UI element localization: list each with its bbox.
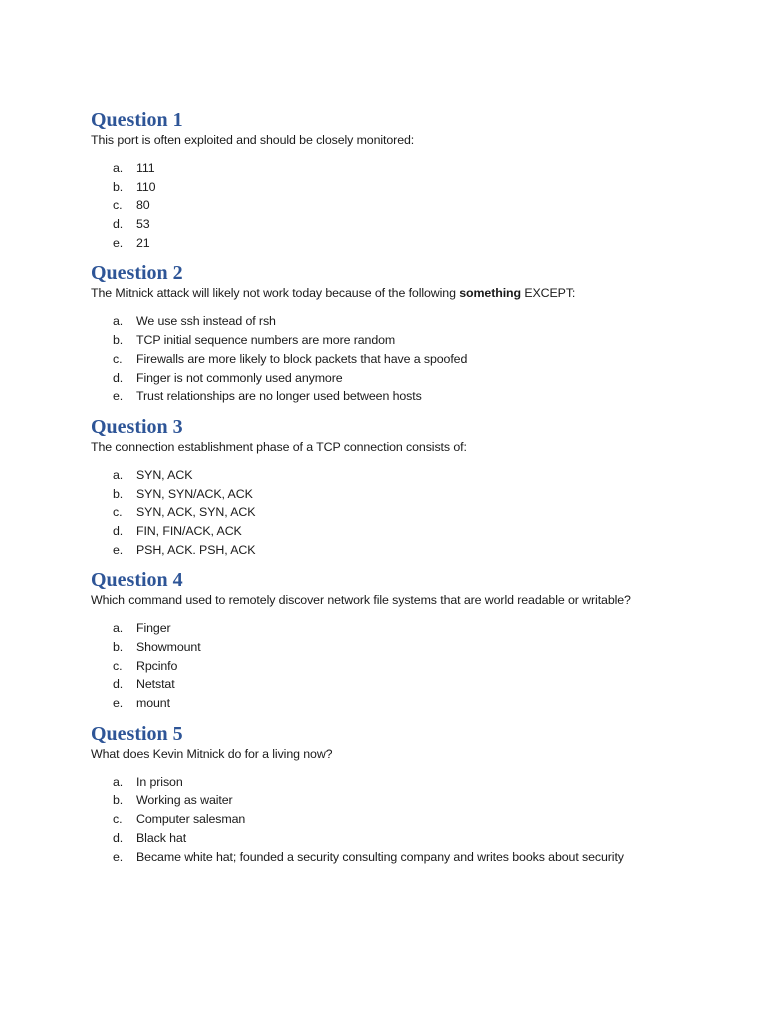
option-letter: a. [113, 314, 124, 329]
answer-option [91, 387, 751, 406]
question-title: Question 2 [91, 262, 183, 285]
option-text: We use ssh instead of rsh [136, 314, 276, 329]
option-text: SYN, ACK, SYN, ACK [136, 505, 256, 520]
option-letter: c. [113, 505, 123, 520]
option-letter: d. [113, 523, 124, 538]
answer-option [91, 675, 751, 694]
answer-option [91, 694, 751, 713]
answer-options [91, 466, 751, 559]
option-text: Working as waiter [136, 793, 233, 808]
option-text: PSH, ACK. PSH, ACK [136, 542, 256, 557]
option-letter: a. [113, 467, 124, 482]
option-letter: b. [113, 486, 124, 501]
answer-option [91, 369, 751, 388]
question-4 [91, 568, 751, 712]
option-letter: c. [113, 812, 123, 827]
option-letter: d. [113, 830, 124, 845]
option-letter: e. [113, 235, 124, 250]
option-letter: b. [113, 640, 124, 654]
answer-option [91, 312, 751, 331]
question-text: The connection establishment phase of a TCP connection consists of: [91, 439, 467, 454]
question-1 [91, 108, 751, 252]
option-text: 21 [136, 235, 150, 250]
option-text: Trust relationships are no longer used between hosts [136, 389, 422, 404]
answer-option [91, 848, 751, 867]
option-text: In prison [136, 774, 183, 789]
option-letter: c. [113, 351, 123, 366]
option-text: Finger is not commonly used anymore [136, 370, 343, 385]
option-text: Showmount [136, 640, 201, 654]
question-text: Which command used to remotely discover network file systems that are world readable or writable? [91, 593, 631, 608]
option-text: Firewalls are more likely to block packets that have a spoofed [136, 351, 468, 366]
question-title: Question 4 [91, 569, 183, 592]
question-5 [91, 722, 751, 866]
option-letter: d. [113, 370, 124, 385]
option-letter: d. [113, 217, 124, 232]
answer-option [91, 773, 751, 792]
answer-option [91, 234, 751, 253]
question-text: What does Kevin Mitnick do for a living now? [91, 746, 333, 761]
answer-option [91, 215, 751, 234]
option-text: Rpcinfo [136, 658, 178, 673]
option-letter: b. [113, 333, 124, 348]
option-letter: b. [113, 793, 124, 808]
option-letter: b. [113, 179, 124, 194]
answer-option [91, 350, 751, 369]
answer-option [91, 466, 751, 485]
answer-options [91, 773, 751, 866]
option-letter: e. [113, 849, 124, 864]
answer-option [91, 829, 751, 848]
emphasized-text: something [459, 286, 521, 301]
question-title: Question 5 [91, 722, 183, 745]
question-title: Question 1 [91, 109, 183, 131]
option-text: Became white hat; founded a security consulting company and writes books about security [136, 849, 624, 864]
answer-option [91, 657, 751, 676]
option-letter: d. [113, 677, 124, 692]
answer-options [91, 312, 751, 405]
option-letter: e. [113, 389, 124, 404]
answer-options [91, 159, 751, 252]
question-2 [91, 261, 751, 405]
question-3 [91, 415, 751, 559]
answer-option [91, 196, 751, 215]
answer-option [91, 541, 751, 560]
option-text: 53 [136, 217, 150, 232]
answer-option [91, 503, 751, 522]
option-text: FIN, FIN/ACK, ACK [136, 523, 242, 538]
option-text: 80 [136, 198, 150, 213]
answer-options [91, 619, 751, 712]
answer-option [91, 791, 751, 810]
option-letter: a. [113, 161, 124, 175]
option-text: SYN, SYN/ACK, ACK [136, 486, 253, 501]
option-text: 111 [136, 161, 155, 175]
question-text: This port is often exploited and should be closely monitored: [91, 133, 415, 147]
answer-option [91, 178, 751, 197]
question-title: Question 3 [91, 415, 183, 438]
option-text: Black hat [136, 830, 187, 845]
option-text: 110 [136, 179, 156, 194]
option-letter: a. [113, 621, 124, 636]
document-page [91, 108, 751, 875]
answer-option [91, 810, 751, 829]
answer-option [91, 331, 751, 350]
option-letter: c. [113, 658, 123, 673]
option-text: SYN, ACK [136, 467, 193, 482]
question-text: The Mitnick attack will likely not work today because of the following something EXCEPT: [91, 286, 576, 301]
answer-option [91, 159, 751, 178]
option-letter: c. [113, 198, 123, 213]
answer-option [91, 522, 751, 541]
option-letter: e. [113, 696, 124, 711]
option-text: TCP initial sequence numbers are more random [136, 333, 396, 348]
answer-option [91, 485, 751, 504]
option-letter: e. [113, 542, 124, 557]
option-text: Finger [136, 621, 171, 636]
option-text: Netstat [136, 677, 175, 692]
answer-option [91, 638, 751, 657]
option-text: mount [136, 696, 170, 711]
answer-option [91, 619, 751, 638]
option-letter: a. [113, 774, 124, 789]
option-text: Computer salesman [136, 812, 246, 827]
